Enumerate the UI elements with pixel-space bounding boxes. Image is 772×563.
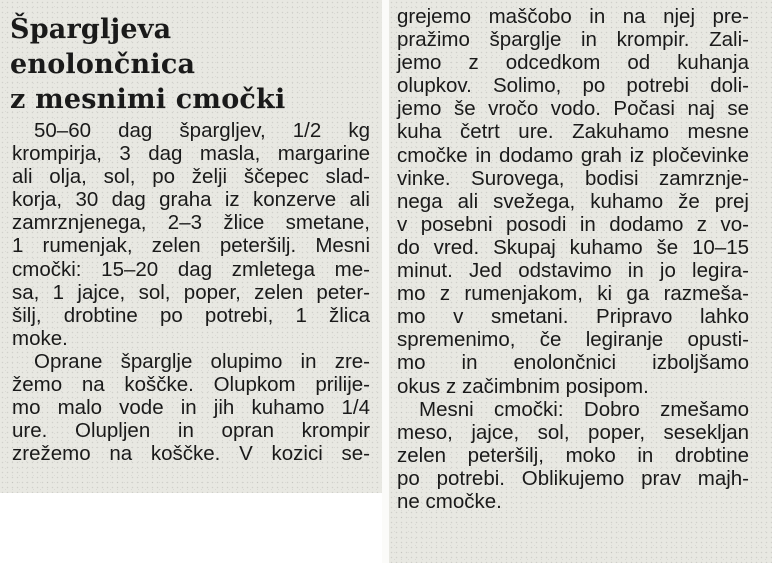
recipe-title-line-2: enolončnica [10, 49, 196, 80]
meatball-method-line: po potrebi. Oblikujemo prav majh- [397, 466, 749, 490]
ingredients-line: korja, 30 dag graha iz konzerve ali [12, 188, 370, 212]
ingredients-line: cmočki: 15–20 dag zmletega me- [12, 257, 370, 281]
meatball-method-line: Mesni cmočki: Dobro zmešamo [419, 397, 749, 421]
method-line: ure. Olupljen in opran krompir [12, 419, 370, 443]
method-continued-column [397, 5, 749, 513]
method-line: minut. Jed odstavimo in jo legira- [397, 259, 749, 283]
meatball-method-line: meso, jajce, sol, poper, sesekljan [397, 420, 749, 444]
ingredients-line: sa, 1 jajce, sol, poper, zelen peter- [12, 280, 370, 304]
method-line: vinke. Surovega, bodisi zamrznje- [397, 166, 749, 190]
ingredients-line: moke. [12, 326, 68, 350]
method-line: kuha četrt ure. Zakuhamo mesne [397, 120, 749, 144]
ingredients-line: 50–60 dag špargljev, 1/2 kg [34, 119, 370, 142]
method-line: cmočke in dodamo grah iz pločevinke [397, 143, 749, 167]
method-line: spremenimo, če legiranje opusti- [397, 328, 749, 352]
method-line: mo in enolončnici izboljšamo [397, 351, 749, 375]
method-line: okus z začimbnim posipom. [397, 374, 649, 398]
ingredients-and-method-column [12, 119, 370, 465]
method-line: jemo še vročo vodo. Počasi naj se [397, 97, 749, 121]
method-line: pražimo šparglje in krompir. Zali- [397, 28, 749, 52]
method-line: v posebni posodi in dodamo z vo- [397, 212, 749, 236]
method-line: olupkov. Solimo, po potrebi doli- [397, 74, 749, 98]
meatball-method-line: zelen peteršilj, moko in drobtine [397, 443, 749, 467]
method-line: jemo z odcedkom od kuhanja [397, 51, 749, 75]
ingredients-line: 1 rumenjak, zelen peteršilj. Mesni [12, 234, 370, 258]
recipe-title-line-1: Špargljeva [10, 14, 172, 45]
method-line: žemo na koščke. Olupkom prilije- [12, 373, 370, 397]
method-line: mo z rumenjakom, ki ga razmeša- [397, 282, 749, 306]
ingredients-line: ali olja, sol, po želji ščepec slad- [12, 165, 370, 189]
method-line: nega ali svežega, kuhamo že prej [397, 189, 749, 213]
method-line: mo v smetani. Pripravo lahko [397, 305, 749, 329]
ingredients-line: zamrznjenega, 2–3 žlice smetane, [12, 211, 370, 235]
meatball-method-line: ne cmočke. [397, 489, 502, 513]
method-line: do vred. Skupaj kuhamo še 10–15 [397, 235, 749, 259]
ingredients-line: krompirja, 3 dag masla, margarine [12, 142, 370, 166]
method-line: grejemo maščobo in na njej pre- [397, 5, 749, 28]
method-line: zrežemo na koščke. V kozici se- [12, 442, 370, 466]
method-line: Oprane šparglje olupimo in zre- [34, 349, 370, 373]
column-gutter [382, 0, 389, 563]
ingredients-line: šilj, drobtine po potrebi, 1 žlica [12, 303, 370, 327]
method-line: mo malo vode in jih kuhamo 1/4 [12, 396, 370, 420]
recipe-title-line-3: z mesnimi cmočki [10, 84, 286, 115]
